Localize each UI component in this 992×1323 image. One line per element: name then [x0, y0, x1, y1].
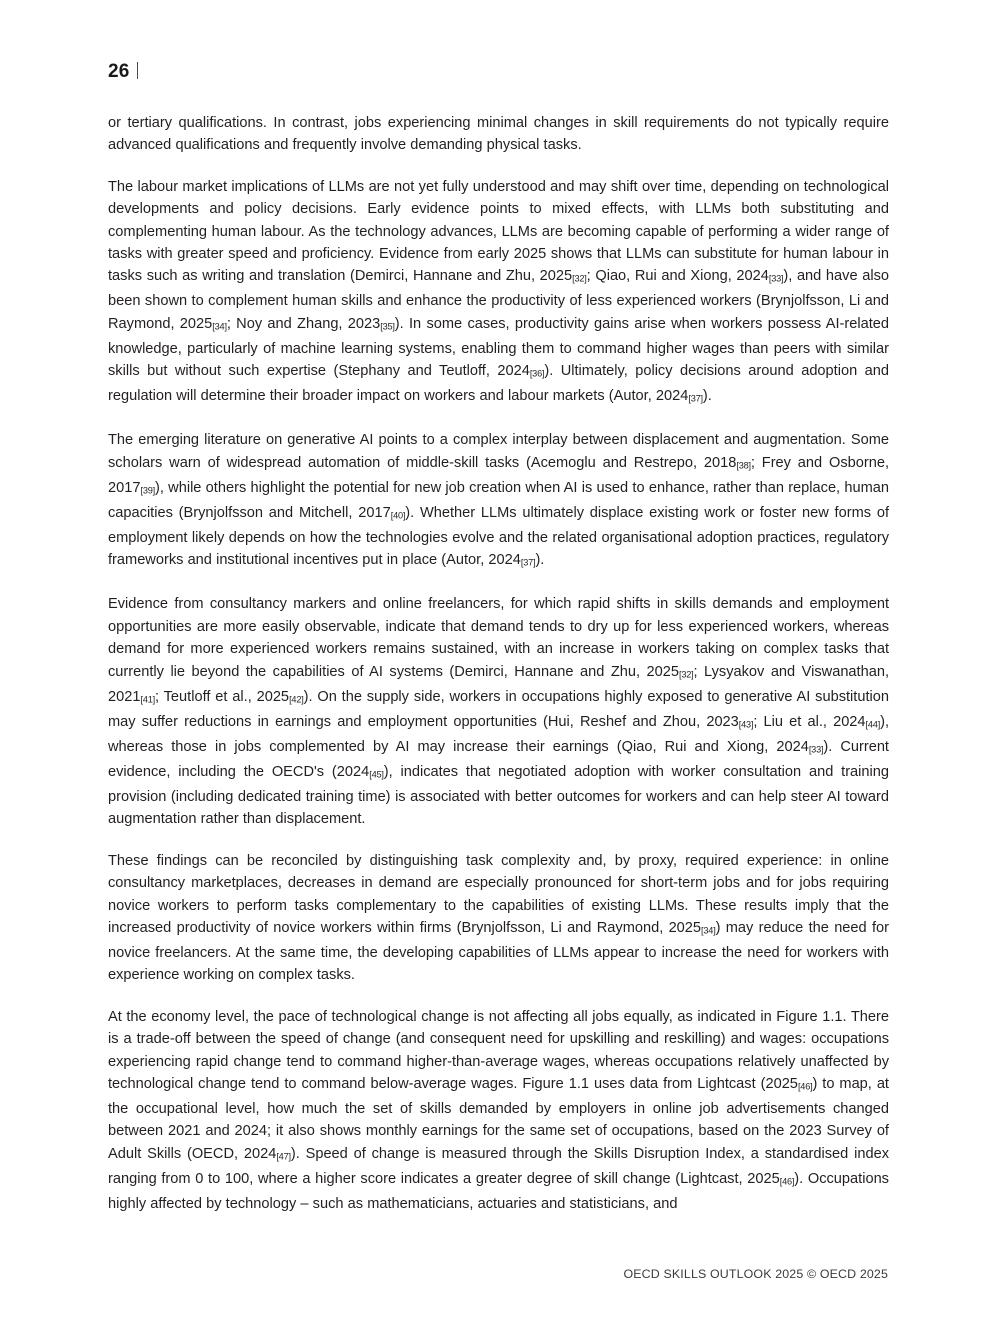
citation-reference: [43]	[738, 719, 754, 730]
page-header	[108, 60, 138, 83]
citation-reference: [47]	[276, 1151, 291, 1162]
paragraph: or tertiary qualifications. In contrast, jobs experiencing minimal changes in skill requirements do not typically require advanced qualifications and frequently involve demanding physical tasks.	[108, 115, 889, 154]
citation-reference: [39]	[140, 485, 155, 496]
header-divider	[137, 62, 138, 79]
citation-reference: [34]	[701, 925, 716, 936]
citation-reference: [45]	[369, 769, 384, 780]
citation-reference: [37]	[520, 558, 536, 569]
citation-reference: [36]	[529, 368, 545, 379]
paragraph: Evidence from consultancy markers and online freelancers, for which rapid shifts in skills demands and employment opportunities are more easily observable, indicate that demand tends to dry up for less experienced workers, whereas demand for more experienced workers remains sustained, with an increase in workers taking on complex tasks that currently lie beyond the capabilities of AI systems (Demirci, Hannane and Zhu, 2025[32]; Lysyakov and Viswanathan, 2021[41]; Teutloff et al., 2025[42]). On the supply side, workers in occupations highly exposed to generative AI substitution may suffer reductions in earnings and employment opportunities (Hui, Reshef and Zhou, 2023[43]; Liu et al., 2024[44]), whereas those in jobs complemented by AI may increase their earnings (Qiao, Rui and Xiong, 2024[33]). Current evidence, including the OECD's (2024[45]), indicates that negotiated adoption with worker consultation and training provision (including dedicated training time) is associated with better outcomes for workers and can help steer AI toward augmentation rather than displacement.	[108, 596, 890, 828]
citation-reference: [32]	[678, 669, 694, 680]
citation-reference: [33]	[808, 744, 824, 755]
paragraph: At the economy level, the pace of technological change is not affecting all jobs equally, as indicated in Figure 1.1. There is a trade-off between the speed of change (and consequent need for upskilling and reskilling) and wages: occupations experiencing rapid change tend to command higher-than-average wages, whereas occupations relatively unaffected by technological change tend to command below-average wages. Figure 1.1 uses data from Lightcast (2025[46]) to map, at the occupational level, how much the set of skills demanded by employers in online job advertisements changed between 2021 and 2024; it also shows monthly earnings for the same set of occupations, based on the 2023 Survey of Adult Skills (OECD, 2024[47]). Speed of change is measured through the Skills Disruption Index, a standardised index ranging from 0 to 100, where a higher score indicates a greater degree of skill change (Lightcast, 2025[46]). Occupations highly affected by technology – such as mathematicians, actuaries and statisticians, and	[108, 1008, 889, 1212]
page-number: 26	[108, 61, 130, 82]
paragraph: These findings can be reconciled by distinguishing task complexity and, by proxy, required experience: in online consultancy marketplaces, decreases in demand are especially pronounced for short-term jobs and for jobs requiring novice workers to perform tasks complementary to the capabilities of existing LLMs. These results imply that the increased productivity of novice workers within firms (Brynjolfsson, Li and Raymond, 2025[34]) may reduce the need for novice freelancers. At the same time, the developing capabilities of LLMs appear to increase the need for workers with experience working on complex tasks.	[108, 852, 890, 984]
citation-reference: [33]	[768, 274, 784, 285]
citation-reference: [46]	[779, 1176, 795, 1187]
citation-reference: [42]	[289, 694, 304, 705]
citation-reference: [32]	[572, 274, 587, 285]
citation-reference: [35]	[380, 321, 395, 332]
page-footer: OECD SKILLS OUTLOOK 2025 © OECD 2025	[623, 1267, 888, 1281]
paragraph: The labour market implications of LLMs are not yet fully understood and may shift over time, depending on technological developments and policy decisions. Early evidence points to mixed effects, with LLMs both substituting and complementing human labour. As the technology advances, LLMs are becoming capable of performing a wider range of tasks with greater speed and proficiency. Evidence from early 2025 shows that LLMs can substitute for human labour in tasks such as writing and translation (Demirci, Hannane and Zhu, 2025[32]; Qiao, Rui and Xiong, 2024[33]), and have also been shown to complement human skills and enhance the productivity of less experienced workers (Brynjolfsson, Li and Raymond, 2025[34]; Noy and Zhang, 2023[35]). In some cases, productivity gains arise when workers possess AI-related knowledge, particularly of machine learning systems, enabling them to command higher wages than peers with similar skills but without such expertise (Stephany and Teutloff, 2024[36]). Ultimately, policy decisions around adoption and regulation will determine their broader impact on workers and labour markets (Autor, 2024[37]).	[108, 178, 890, 405]
citation-reference: [44]	[865, 719, 881, 730]
citation-reference: [46]	[797, 1081, 813, 1092]
citation-reference: [41]	[140, 694, 155, 705]
citation-reference: [38]	[736, 460, 751, 471]
citation-reference: [40]	[390, 510, 406, 521]
citation-reference: [34]	[212, 321, 227, 332]
body-text-column	[108, 112, 889, 1215]
paragraph: The emerging literature on generative AI points to a complex interplay between displacement and augmentation. Some scholars warn of widespread automation of middle-skill tasks (Acemoglu and Restrepo, 2018[38]; Frey and Osborne, 2017[39]), while others highlight the potential for new job creation when AI is used to enhance, rather than replace, human capacities (Brynjolfsson and Mitchell, 2017[40]). Whether LLMs ultimately displace existing work or foster new forms of employment likely depends on how the technologies evolve and the related organisational adoption practices, regulatory frameworks and institutional incentives put in place (Autor, 2024[37]).	[108, 432, 889, 569]
citation-reference: [37]	[688, 394, 703, 405]
